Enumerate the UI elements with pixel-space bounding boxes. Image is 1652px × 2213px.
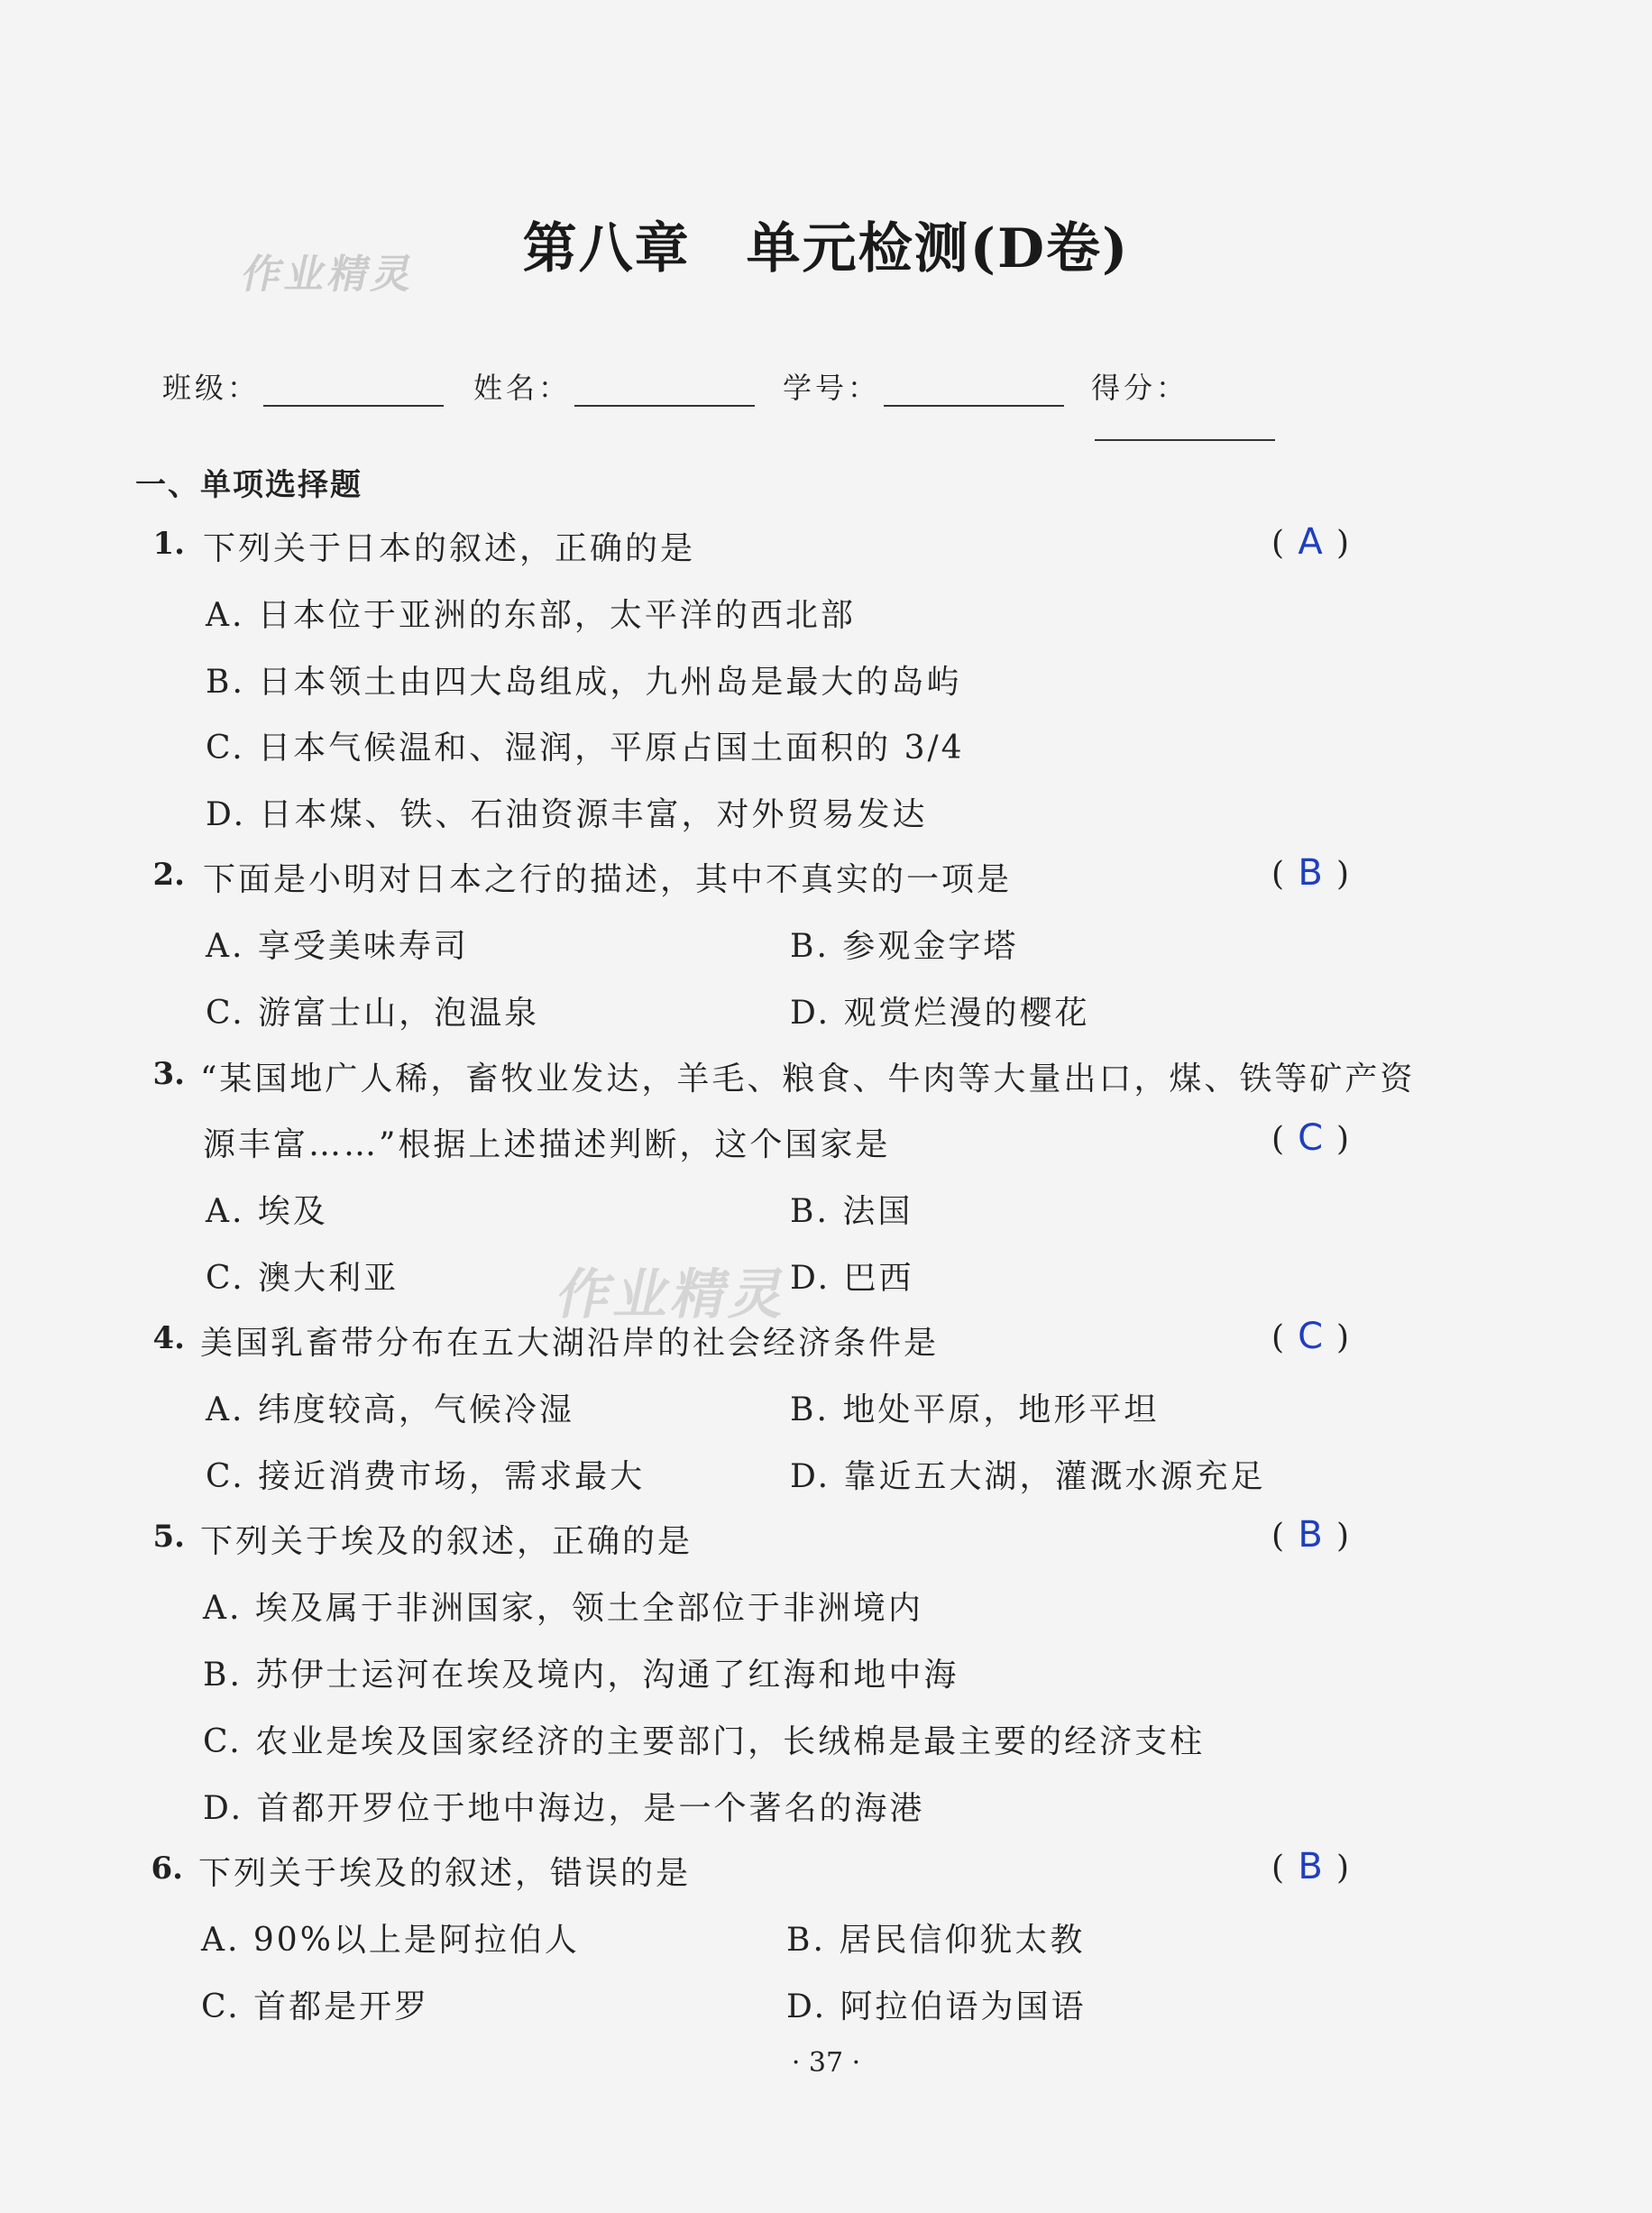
option: C. 农业是埃及国家经济的主要部门，长绒棉是最主要的经济支柱 (203, 1723, 1206, 1760)
option: A. 纬度较高，气候冷湿 (206, 1391, 574, 1428)
question-stem: 下面是小明对日本之行的描述，其中不真实的一项是 (203, 861, 1013, 898)
option: A. 90%以上是阿拉伯人 (201, 1922, 580, 1959)
page-number: · 37 · (791, 2047, 861, 2079)
paren-left: ( (1271, 1850, 1285, 1887)
option: B. 法国 (790, 1193, 913, 1230)
option: C. 首都是开罗 (201, 1988, 430, 2025)
info-class-field[interactable] (162, 365, 444, 407)
option: D. 巴西 (790, 1260, 914, 1297)
option: C. 接近消费市场，需求最大 (206, 1458, 646, 1495)
page-title: 第八章 单元检测(D卷) (522, 217, 1130, 280)
option: B. 参观金字塔 (790, 928, 1019, 965)
blank-line (884, 374, 1064, 407)
option: D. 阿拉伯语为国语 (786, 1988, 1087, 2025)
answer-box (1271, 521, 1389, 563)
option: A. 日本位于亚洲的东部，太平洋的西北部 (206, 597, 856, 634)
question-number: 6. (151, 1850, 183, 1887)
question-stem: “某国地广人稀，畜牧业发达，羊毛、粮食、牛肉等大量出口，煤、铁等矿产资 (200, 1061, 1416, 1097)
question-stem: 美国乳畜带分布在五大湖沿岸的社会经济条件是 (200, 1325, 940, 1362)
option: C. 日本气候温和、湿润，平原占国土面积的 3/4 (206, 730, 965, 767)
answer-value: C (1298, 1117, 1324, 1159)
section-heading: 一、单项选择题 (135, 467, 363, 503)
question-stem: 下列关于埃及的叙述，正确的是 (200, 1523, 693, 1560)
question-stem: 源丰富……”根据上述描述判断，这个国家是 (203, 1126, 891, 1163)
info-score-field[interactable] (1091, 365, 1371, 441)
answer-box (1271, 1316, 1389, 1357)
paren-right: ) (1336, 1319, 1350, 1356)
paren-left: ( (1271, 856, 1285, 893)
paren-left: ( (1271, 1319, 1285, 1356)
option: D. 日本煤、铁、石油资源丰富，对外贸易发达 (206, 796, 928, 833)
answer-box (1271, 852, 1389, 894)
blank-line (263, 374, 444, 407)
option: B. 地处平原，地形平坦 (790, 1391, 1160, 1428)
answer-value: B (1298, 852, 1323, 894)
option: D. 观赏烂漫的樱花 (790, 995, 1090, 1032)
paren-right: ) (1336, 856, 1350, 893)
info-label: 班级： (162, 371, 261, 405)
paren-left: ( (1271, 1518, 1285, 1555)
answer-box (1271, 1514, 1389, 1556)
info-label: 得分： (1091, 371, 1189, 405)
question-stem: 下列关于日本的叙述，正确的是 (203, 530, 696, 567)
paren-right: ) (1336, 1850, 1350, 1887)
option: A. 埃及属于非洲国家，领土全部位于非洲境内 (203, 1590, 923, 1627)
option: B. 居民信仰犹太教 (786, 1922, 1086, 1959)
paren-right: ) (1336, 1121, 1350, 1158)
paren-left: ( (1271, 1121, 1285, 1158)
answer-value: B (1298, 1514, 1323, 1556)
info-name-field[interactable] (473, 365, 755, 407)
paren-right: ) (1336, 525, 1350, 562)
watermark-logo: 作业精灵 (237, 252, 421, 298)
option: B. 日本领土由四大岛组成，九州岛是最大的岛屿 (206, 664, 962, 701)
answer-box (1271, 1117, 1389, 1159)
paren-right: ) (1336, 1518, 1350, 1555)
paren-left: ( (1271, 525, 1285, 562)
answer-value: B (1298, 1846, 1323, 1887)
info-id-field[interactable] (783, 365, 1064, 407)
question-number: 1. (152, 526, 185, 562)
answer-box (1271, 1846, 1389, 1887)
question-stem: 下列关于埃及的叙述，错误的是 (198, 1855, 692, 1892)
option: D. 靠近五大湖，灌溉水源充足 (790, 1458, 1266, 1495)
question-number: 4. (152, 1320, 185, 1356)
student-info-row (162, 365, 1371, 410)
watermark-logo: 作业精灵 (551, 1263, 796, 1327)
answer-value: C (1298, 1316, 1324, 1357)
question-number: 3. (152, 1056, 185, 1092)
option: C. 澳大利亚 (206, 1260, 399, 1297)
option: A. 享受美味寿司 (206, 928, 469, 965)
info-label: 学号： (783, 371, 881, 405)
blank-line (1095, 409, 1275, 441)
option: C. 游富士山，泡温泉 (206, 995, 540, 1032)
option: B. 苏伊士运河在埃及境内，沟通了红海和地中海 (203, 1657, 959, 1694)
option: A. 埃及 (206, 1193, 328, 1230)
answer-value: A (1298, 521, 1323, 563)
blank-line (574, 374, 755, 407)
question-number: 5. (152, 1519, 185, 1555)
option: D. 首都开罗位于地中海边，是一个著名的海港 (203, 1790, 925, 1827)
info-label: 姓名： (473, 371, 572, 405)
question-number: 2. (152, 857, 185, 893)
